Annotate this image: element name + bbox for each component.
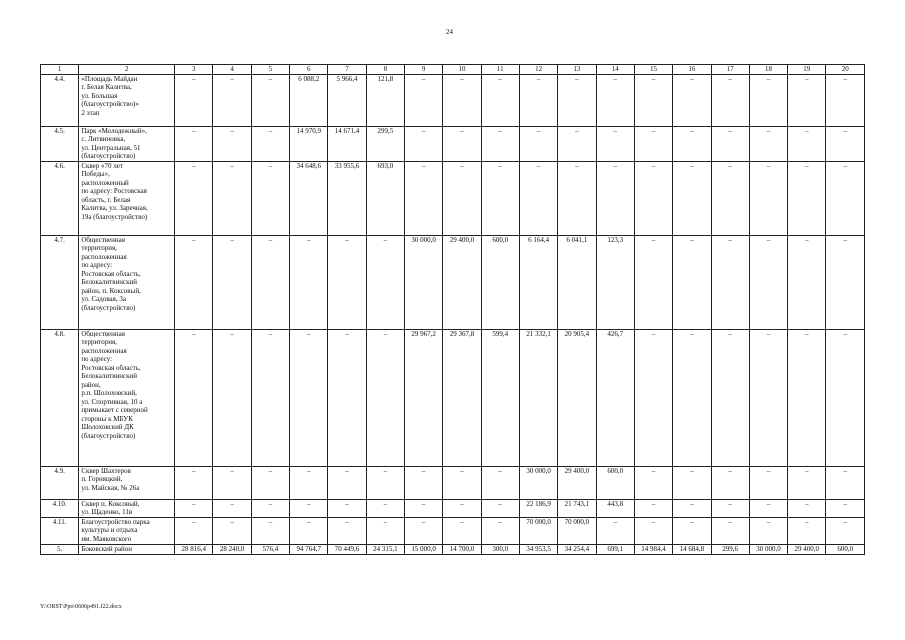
value-cell: – <box>711 499 749 517</box>
value-cell: – <box>481 517 519 544</box>
value-cell: – <box>213 74 251 126</box>
value-cell: – <box>673 517 711 544</box>
row-number-cell: 4.8. <box>41 329 79 466</box>
value-cell: – <box>749 126 787 161</box>
value-cell: – <box>749 161 787 235</box>
value-cell: 600,0 <box>596 466 634 499</box>
value-cell: – <box>213 466 251 499</box>
value-cell: 600,0 <box>826 544 865 554</box>
value-cell: 123,3 <box>596 235 634 329</box>
value-cell: – <box>634 235 672 329</box>
row-number-cell: 4.4. <box>41 74 79 126</box>
value-cell: 600,0 <box>481 235 519 329</box>
value-cell: – <box>443 74 481 126</box>
value-cell: – <box>749 329 787 466</box>
value-cell: – <box>251 161 289 235</box>
value-cell: 29 367,8 <box>443 329 481 466</box>
object-name-cell: Сквер Шахтеров п. Горняцкий, ул. Майская, № 26а <box>79 466 175 499</box>
column-number-header: 19 <box>788 65 826 75</box>
value-cell: – <box>673 74 711 126</box>
value-cell: – <box>826 126 865 161</box>
value-cell: 24 315,1 <box>366 544 404 554</box>
object-name-cell: Общественная территория, расположенная по адресу: Ростовская область, Белокалитвинский район, п. Коксовый, ул. Садовая, 3а (благоустройство) <box>79 235 175 329</box>
object-name-cell: Благоустройство парка культуры и отдыха им. Маяковского <box>79 517 175 544</box>
value-cell: – <box>826 235 865 329</box>
value-cell: – <box>788 235 826 329</box>
column-number-header: 20 <box>826 65 865 75</box>
value-cell: – <box>290 466 328 499</box>
value-cell: 22 186,9 <box>519 499 557 517</box>
value-cell: – <box>405 161 443 235</box>
value-cell: – <box>251 329 289 466</box>
value-cell: 15 000,0 <box>405 544 443 554</box>
column-number-header: 5 <box>251 65 289 75</box>
value-cell: – <box>213 517 251 544</box>
value-cell: 70 000,0 <box>558 517 596 544</box>
value-cell: – <box>826 329 865 466</box>
value-cell: – <box>290 499 328 517</box>
table-row <box>41 161 865 235</box>
column-number-header: 17 <box>711 65 749 75</box>
column-number-header: 12 <box>519 65 557 75</box>
value-cell: – <box>443 466 481 499</box>
value-cell: – <box>251 517 289 544</box>
value-cell: – <box>634 161 672 235</box>
column-number-header: 7 <box>328 65 366 75</box>
column-number-header: 18 <box>749 65 787 75</box>
row-number-cell: 4.9. <box>41 466 79 499</box>
value-cell: – <box>251 74 289 126</box>
value-cell: – <box>788 466 826 499</box>
budget-table <box>40 64 865 555</box>
value-cell: – <box>788 161 826 235</box>
value-cell: 299,6 <box>711 544 749 554</box>
value-cell: – <box>251 235 289 329</box>
column-number-header: 15 <box>634 65 672 75</box>
value-cell: – <box>366 517 404 544</box>
value-cell: – <box>213 329 251 466</box>
value-cell: 121,8 <box>366 74 404 126</box>
value-cell: 5 966,4 <box>328 74 366 126</box>
value-cell: – <box>175 161 213 235</box>
value-cell: 14 984,4 <box>634 544 672 554</box>
column-number-header: 1 <box>41 65 79 75</box>
value-cell: – <box>519 161 557 235</box>
value-cell: 33 955,6 <box>328 161 366 235</box>
value-cell: – <box>443 499 481 517</box>
value-cell: – <box>596 161 634 235</box>
value-cell: – <box>405 126 443 161</box>
value-cell: 30 000,0 <box>519 466 557 499</box>
value-cell: 34 254,4 <box>558 544 596 554</box>
column-number-header: 2 <box>79 65 175 75</box>
value-cell: – <box>175 499 213 517</box>
table-row <box>41 466 865 499</box>
value-cell: – <box>328 329 366 466</box>
value-cell: 20 905,4 <box>558 329 596 466</box>
table-row <box>41 126 865 161</box>
value-cell: – <box>328 517 366 544</box>
value-cell: 426,7 <box>596 329 634 466</box>
value-cell: – <box>558 161 596 235</box>
table-row <box>41 74 865 126</box>
value-cell: – <box>711 466 749 499</box>
value-cell: – <box>634 517 672 544</box>
footer-file-path: Y:\ORST\Ppo\0606p491.f22.docx <box>40 604 122 610</box>
value-cell: 14 700,0 <box>443 544 481 554</box>
object-name-cell: Сквер п. Коксовый, ул. Щаденко, 11в <box>79 499 175 517</box>
value-cell: – <box>749 517 787 544</box>
value-cell: – <box>826 74 865 126</box>
value-cell: – <box>519 74 557 126</box>
value-cell: – <box>826 499 865 517</box>
row-number-cell: 4.5. <box>41 126 79 161</box>
value-cell: – <box>673 499 711 517</box>
value-cell: – <box>175 74 213 126</box>
value-cell: – <box>251 499 289 517</box>
value-cell: 599,4 <box>481 329 519 466</box>
value-cell: 14 671,4 <box>328 126 366 161</box>
row-number-cell: 4.10. <box>41 499 79 517</box>
value-cell: – <box>366 499 404 517</box>
value-cell: – <box>673 126 711 161</box>
value-cell: – <box>443 517 481 544</box>
value-cell: – <box>175 235 213 329</box>
value-cell: – <box>290 235 328 329</box>
value-cell: – <box>673 161 711 235</box>
value-cell: – <box>558 126 596 161</box>
value-cell: 21 332,1 <box>519 329 557 466</box>
value-cell: – <box>634 126 672 161</box>
value-cell: – <box>290 517 328 544</box>
value-cell: – <box>749 235 787 329</box>
value-cell: – <box>481 499 519 517</box>
column-number-header: 9 <box>405 65 443 75</box>
value-cell: 6 041,1 <box>558 235 596 329</box>
value-cell: – <box>443 161 481 235</box>
value-cell: – <box>481 126 519 161</box>
column-number-header: 4 <box>213 65 251 75</box>
value-cell: – <box>673 466 711 499</box>
value-cell: – <box>711 126 749 161</box>
column-number-header: 11 <box>481 65 519 75</box>
row-number-cell: 4.11. <box>41 517 79 544</box>
value-cell: – <box>213 235 251 329</box>
value-cell: – <box>213 499 251 517</box>
value-cell: – <box>634 329 672 466</box>
value-cell: – <box>711 74 749 126</box>
value-cell: – <box>175 329 213 466</box>
value-cell: – <box>519 126 557 161</box>
value-cell: – <box>251 126 289 161</box>
value-cell: – <box>711 235 749 329</box>
table-row <box>41 544 865 554</box>
value-cell: – <box>788 74 826 126</box>
value-cell: – <box>788 126 826 161</box>
column-number-header: 13 <box>558 65 596 75</box>
value-cell: – <box>405 466 443 499</box>
value-cell: – <box>788 329 826 466</box>
value-cell: 30 000,0 <box>405 235 443 329</box>
value-cell: 21 743,1 <box>558 499 596 517</box>
value-cell: 14 684,8 <box>673 544 711 554</box>
value-cell: – <box>481 161 519 235</box>
column-number-header: 3 <box>175 65 213 75</box>
row-number-cell: 5. <box>41 544 79 554</box>
value-cell: 34 953,5 <box>519 544 557 554</box>
value-cell: – <box>711 329 749 466</box>
value-cell: – <box>634 74 672 126</box>
value-cell: – <box>481 466 519 499</box>
value-cell: 28 816,4 <box>175 544 213 554</box>
column-number-header-row <box>41 65 865 75</box>
value-cell: – <box>366 466 404 499</box>
value-cell: 28 240,0 <box>213 544 251 554</box>
column-number-header: 16 <box>673 65 711 75</box>
value-cell: – <box>366 329 404 466</box>
value-cell: – <box>711 161 749 235</box>
value-cell: – <box>251 466 289 499</box>
value-cell: 29 967,2 <box>405 329 443 466</box>
value-cell: – <box>596 517 634 544</box>
value-cell: 6 164,4 <box>519 235 557 329</box>
object-name-cell: Парк «Молодежный», с. Литвиновка, ул. Центральная, 51 (благоустройство) <box>79 126 175 161</box>
value-cell: – <box>213 161 251 235</box>
value-cell: 14 970,9 <box>290 126 328 161</box>
value-cell: – <box>826 517 865 544</box>
value-cell: – <box>749 499 787 517</box>
value-cell: 576,4 <box>251 544 289 554</box>
value-cell: – <box>749 466 787 499</box>
value-cell: 29 400,0 <box>558 466 596 499</box>
value-cell: 299,5 <box>366 126 404 161</box>
value-cell: 70 000,0 <box>519 517 557 544</box>
value-cell: – <box>443 126 481 161</box>
page-number: 24 <box>446 28 453 36</box>
column-number-header: 8 <box>366 65 404 75</box>
value-cell: 443,8 <box>596 499 634 517</box>
object-name-cell: Общественная территория, расположенная по адресу: Ростовская область, Белокалитвинский район, р.п. Шолоховский, ул. Спортивная, 10 а примыкает с северной стороны к МБУК Шолоховский ДК (благоустройство) <box>79 329 175 466</box>
value-cell: 70 449,6 <box>328 544 366 554</box>
value-cell: 6 088,2 <box>290 74 328 126</box>
value-cell: 94 764,7 <box>290 544 328 554</box>
table-row <box>41 235 865 329</box>
table-row <box>41 329 865 466</box>
value-cell: 699,1 <box>596 544 634 554</box>
value-cell: – <box>175 126 213 161</box>
value-cell: – <box>290 329 328 466</box>
value-cell: 29 400,0 <box>788 544 826 554</box>
value-cell: – <box>328 499 366 517</box>
column-number-header: 6 <box>290 65 328 75</box>
value-cell: – <box>328 235 366 329</box>
value-cell: – <box>175 517 213 544</box>
value-cell: – <box>405 74 443 126</box>
table-row <box>41 517 865 544</box>
row-number-cell: 4.6. <box>41 161 79 235</box>
value-cell: – <box>405 517 443 544</box>
value-cell: – <box>826 466 865 499</box>
value-cell: – <box>481 74 519 126</box>
row-number-cell: 4.7. <box>41 235 79 329</box>
value-cell: – <box>634 466 672 499</box>
value-cell: 693,0 <box>366 161 404 235</box>
object-name-cell: «Площадь Майдан г. Белая Калитва, ул. Большая (благоустройство)» 2 этап <box>79 74 175 126</box>
value-cell: – <box>673 235 711 329</box>
value-cell: – <box>634 499 672 517</box>
value-cell: 29 400,0 <box>443 235 481 329</box>
value-cell: – <box>711 517 749 544</box>
object-name-cell: Сквер «70 лет Победы», расположенный по адресу: Ростовская область, г. Белая Калитва, ул. Заречная, 19а (благоустройство) <box>79 161 175 235</box>
value-cell: – <box>826 161 865 235</box>
value-cell: – <box>328 466 366 499</box>
value-cell: 30 000,0 <box>749 544 787 554</box>
value-cell: – <box>558 74 596 126</box>
value-cell: – <box>788 517 826 544</box>
value-cell: – <box>788 499 826 517</box>
value-cell: 34 648,6 <box>290 161 328 235</box>
column-number-header: 10 <box>443 65 481 75</box>
table-row <box>41 499 865 517</box>
value-cell: – <box>749 74 787 126</box>
value-cell: – <box>405 499 443 517</box>
object-name-cell: Боковский район <box>79 544 175 554</box>
value-cell: – <box>213 126 251 161</box>
value-cell: – <box>366 235 404 329</box>
value-cell: – <box>596 126 634 161</box>
value-cell: – <box>596 74 634 126</box>
value-cell: – <box>673 329 711 466</box>
value-cell: – <box>175 466 213 499</box>
value-cell: 300,0 <box>481 544 519 554</box>
column-number-header: 14 <box>596 65 634 75</box>
